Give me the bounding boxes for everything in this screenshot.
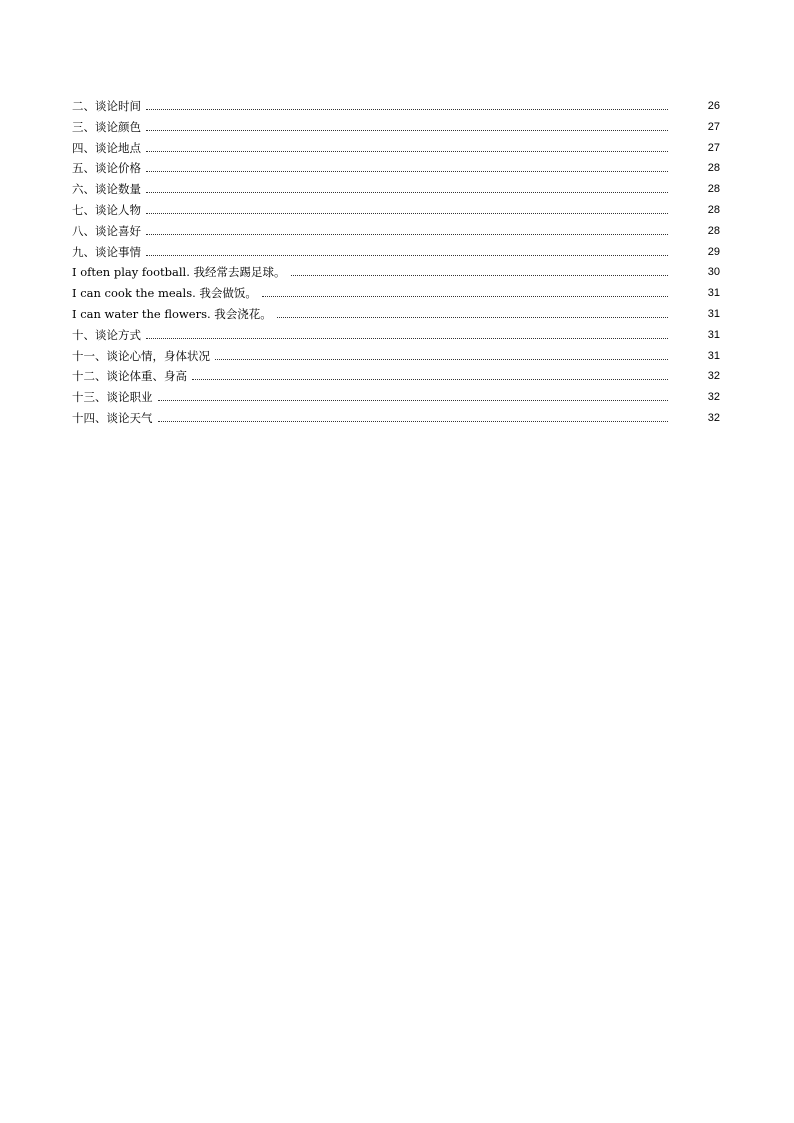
toc-entry[interactable] (72, 96, 720, 117)
toc-entry[interactable] (72, 179, 720, 200)
toc-entry[interactable] (72, 325, 720, 346)
toc-dot-leader (158, 400, 668, 401)
toc-entry[interactable] (72, 283, 720, 304)
toc-entry[interactable] (72, 221, 720, 242)
toc-entry-title[interactable]: 九、谈论事情 (72, 242, 144, 263)
toc-entry-title[interactable]: 五、谈论价格 (72, 158, 144, 179)
toc-entry-title[interactable]: I often play football. 我经常去踢足球。 (72, 262, 289, 283)
toc-entry-page[interactable]: 28 (707, 162, 720, 175)
toc-entry-title[interactable]: 三、谈论颜色 (72, 117, 144, 138)
toc-entry-title[interactable]: 十二、谈论体重、身高 (72, 366, 190, 387)
toc-dot-leader (146, 234, 668, 235)
toc-entry-title[interactable]: 六、谈论数量 (72, 179, 144, 200)
toc-entry[interactable] (72, 387, 720, 408)
toc-entry-title[interactable]: 八、谈论喜好 (72, 221, 144, 242)
toc-entry-page[interactable]: 27 (707, 120, 720, 133)
toc-entry[interactable] (72, 138, 720, 159)
toc-dot-leader (192, 379, 668, 380)
toc-entry-page[interactable]: 31 (707, 349, 720, 362)
toc-dot-leader (262, 296, 668, 297)
toc-entry-page[interactable]: 27 (707, 141, 720, 154)
toc-entry-page[interactable]: 28 (707, 203, 720, 216)
toc-entry-page[interactable]: 28 (707, 224, 720, 237)
toc-dot-leader (146, 255, 668, 256)
toc-dot-leader (215, 359, 668, 360)
toc-entry-page[interactable]: 31 (707, 287, 720, 300)
toc-entry-page[interactable]: 30 (707, 266, 720, 279)
toc-entry-page[interactable]: 28 (707, 183, 720, 196)
toc-entry-page[interactable]: 32 (707, 391, 720, 404)
toc-entry-page[interactable]: 32 (707, 411, 720, 424)
toc-dot-leader (146, 338, 668, 339)
toc-entry-title[interactable]: 十一、谈论心情，身体状况 (72, 346, 213, 367)
toc-entry[interactable] (72, 158, 720, 179)
toc-dot-leader (158, 421, 668, 422)
toc-dot-leader (146, 213, 668, 214)
toc-entry[interactable] (72, 346, 720, 367)
toc-entry-title[interactable]: 十、谈论方式 (72, 325, 144, 346)
toc-dot-leader (146, 130, 668, 131)
toc-entry-title[interactable]: 二、谈论时间 (72, 96, 144, 117)
toc-entry[interactable] (72, 200, 720, 221)
toc-entry-title[interactable]: I can water the flowers. 我会浇花。 (72, 304, 275, 325)
toc-entry-page[interactable]: 31 (707, 307, 720, 320)
toc-entry-title[interactable]: I can cook the meals. 我会做饭。 (72, 283, 260, 304)
toc-entry[interactable] (72, 242, 720, 263)
toc-entry[interactable] (72, 117, 720, 138)
toc-entry[interactable] (72, 366, 720, 387)
toc-entry-title[interactable]: 四、谈论地点 (72, 138, 144, 159)
toc-dot-leader (291, 275, 668, 276)
toc-dot-leader (146, 109, 668, 110)
toc-entry-page[interactable]: 31 (707, 328, 720, 341)
toc-entry-page[interactable]: 29 (707, 245, 720, 258)
table-of-contents (72, 96, 720, 429)
toc-dot-leader (277, 317, 668, 318)
toc-dot-leader (146, 171, 668, 172)
toc-dot-leader (146, 192, 668, 193)
toc-entry-title[interactable]: 七、谈论人物 (72, 200, 144, 221)
toc-entry[interactable] (72, 304, 720, 325)
toc-dot-leader (146, 151, 668, 152)
toc-entry[interactable] (72, 262, 720, 283)
toc-entry-title[interactable]: 十三、谈论职业 (72, 387, 156, 408)
toc-entry-page[interactable]: 26 (707, 100, 720, 112)
toc-entry-title[interactable]: 十四、谈论天气 (72, 408, 156, 429)
toc-entry[interactable] (72, 408, 720, 429)
toc-entry-page[interactable]: 32 (707, 370, 720, 383)
